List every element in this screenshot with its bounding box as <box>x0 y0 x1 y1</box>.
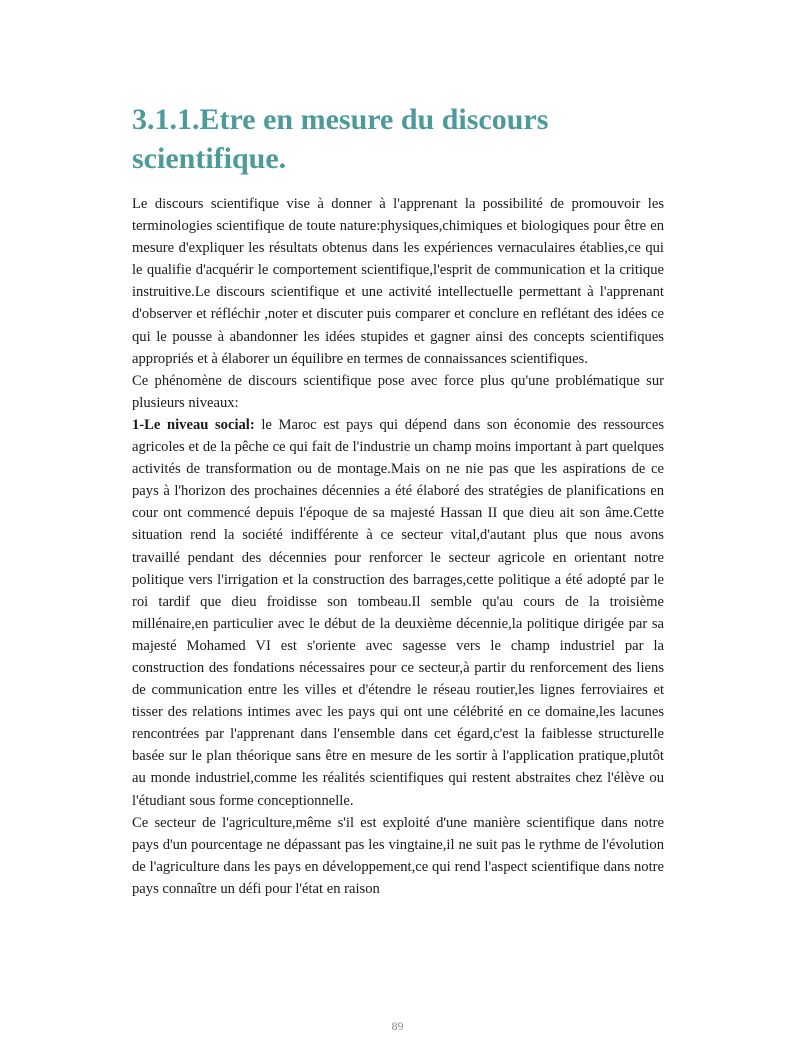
body-text <box>132 193 664 900</box>
page-number: 89 <box>391 1019 404 1033</box>
paragraph-social-level <box>132 414 664 812</box>
social-level-lead: 1-Le niveau social: <box>132 416 255 433</box>
paragraph-problem: Ce phénomène de discours scientifique pose avec force plus qu'une problématique sur plusieurs niveaux: <box>132 372 664 411</box>
paragraph-agriculture: Ce secteur de l'agriculture,même s'il est exploité d'une manière scientifique dans notre pays d'un pourcentage ne dépassant pas les vingtaine,il ne suit pas le rythme de l'évolution de l'agriculture dans les pays en développement,ce qui rend l'aspect scientifique dans notre pays connaître un défi pour l'état en raison <box>132 814 664 897</box>
paragraph-intro: Le discours scientifique vise à donner à l'apprenant la possibilité de promouvoir les terminologies scientifique de toute nature:physiques,chimiques et biologiques pour être en mesure d'expliquer les résultats obtenus dans les expériences vernaculaires établies,ce qui le qualifie d'acquérir le comportement scientifique,l'esprit de communication et la critique instruitive.Le discours scientifique et une activité intellectuelle permettant à l'apprenant d'observer et réfléchir ,noter et discuter puis comparer et conclure en reflétant des idées ce qui le pousse à abandonner les idées stupides et gagner ainsi des concepts scientifiques appropriés et à élaborer un équilibre en termes de connaissances scientifiques. <box>132 196 664 367</box>
social-level-text: le Maroc est pays qui dépend dans son économie des ressources agricoles et de la pêche ce qui fait de l'industrie un champ moins important à part quelques activités de transformation ou de montage.Mais on ne nie pas que les aspirations de ce pays à l'horizon des prochaines décennies a été élaboré des stratégies de planifications en cour ont commencé depuis l'époque de sa majesté Hassan II que dieu ait son âme.Cette situation rend la société indifférente à ce secteur vital,d'autant plus que nous avons travaillé pendant des décennies pour renforcer le secteur agricole en orientant notre politique vers l'irrigation et la construction des barrages,cette politique a été adopté par le roi tardif que dieu froidisse son tombeau.Il semble qu'au cours de la troisième millénaire,en particulier avec le début de la deuxième décennie,la politique dirigée par sa majesté Mohamed VI est s'oriente avec sagesse vers le champ industriel par la construction des fondations nécessaires pour ce secteur,à partir du renforcement des liens de communication entre les villes et d'étendre le réseau routier,les lignes ferroviaires et tisser des relations intimes avec les pays qui ont une célébrité en ce domaine,les lacunes rencontrées par l'apprenant dans l'ensemble dans cet égard,c'est la faiblesse structurelle basée sur le plan théorique sans être en mesure de les sortir à l'application pratique,plutôt au monde industriel,comme les réalités scientifiques qui restent abstraites chez l'élève ou l'étudiant sous forme conceptionnelle. <box>132 416 665 809</box>
section-heading: 3.1.1.Etre en mesure du discours scientifique. <box>132 103 549 175</box>
